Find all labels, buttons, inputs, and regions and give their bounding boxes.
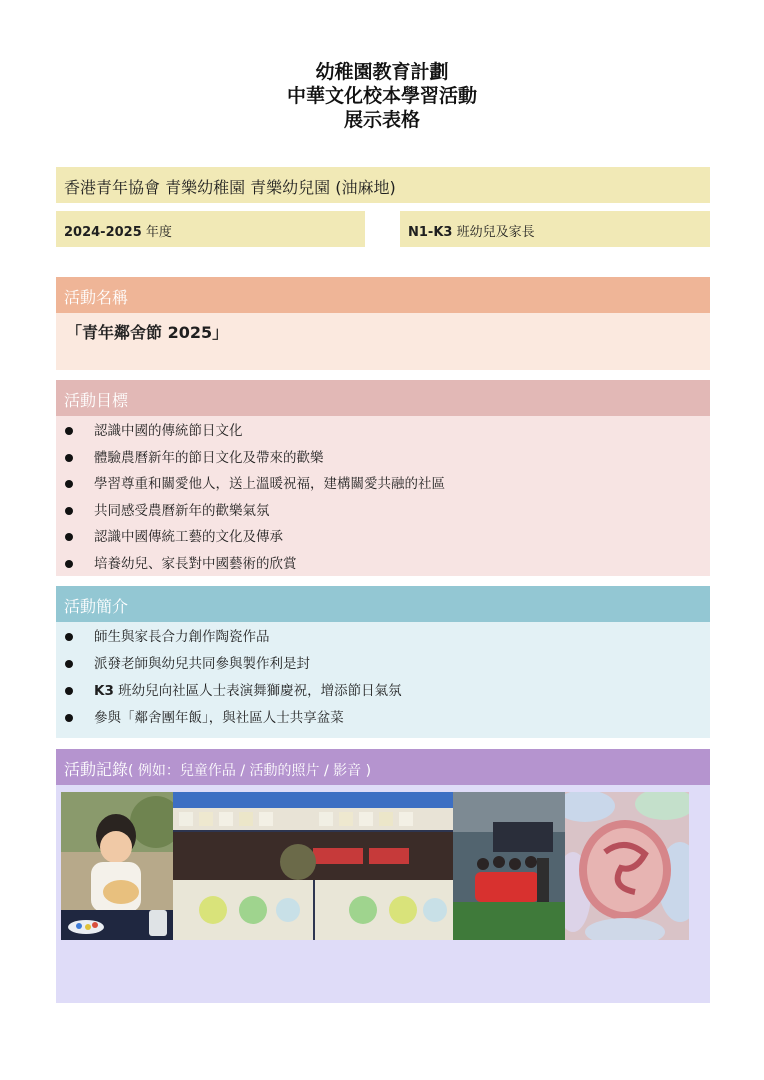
- list-item-text: 認識中國的傳統節日文化: [94, 423, 243, 439]
- document-title: [0, 60, 764, 132]
- list-item: [56, 651, 710, 678]
- participants-field: [400, 211, 710, 247]
- title-line-1: 幼稚園教育計劃: [315, 61, 449, 83]
- list-item-text: 師生與家長合力創作陶瓷作品: [94, 629, 270, 645]
- list-item-text: 培養幼兒、家長對中國藝術的欣賞: [94, 555, 297, 572]
- objectives-body: [56, 416, 710, 576]
- bullet-icon: [65, 714, 73, 722]
- list-item: [56, 471, 710, 498]
- activity-name-value: 「青年鄰舍節 2025」: [56, 313, 710, 370]
- records-heading: [56, 749, 710, 785]
- list-item: [56, 498, 710, 525]
- bullet-icon: [65, 687, 73, 695]
- list-item-text: 派發老師與幼兒共同參與製作利是封: [94, 656, 310, 672]
- list-item: [56, 551, 710, 578]
- introduction-list: [56, 624, 710, 732]
- ceramic-plates-closeup-photo: [565, 792, 689, 940]
- introduction-body: [56, 622, 710, 738]
- list-item-text: 參與「鄰舍團年飯」，與社區人士共享盆菜: [94, 710, 344, 726]
- list-item: [56, 678, 710, 705]
- list-item: [56, 524, 710, 551]
- bullet-icon: [65, 480, 73, 488]
- pottery-exhibition-booth-photo: [173, 792, 453, 940]
- list-item-text: 學習尊重和關愛他人，送上溫暖祝福，建構關愛共融的社區: [94, 476, 445, 492]
- participants-suffix: 班幼兒及家長: [452, 225, 535, 240]
- bullet-icon: [65, 633, 73, 641]
- records-heading-note: ( 例如：兒童作品 / 活動的照片 / 影音 ): [128, 763, 372, 779]
- list-item-text: 認識中國傳統工藝的文化及傳承: [94, 529, 283, 545]
- list-item-text: 共同感受農曆新年的歡樂氣氛: [94, 502, 270, 519]
- title-line-2: 中華文化校本學習活動: [286, 85, 477, 107]
- list-item: [56, 705, 710, 732]
- list-item-class-label: K3: [94, 683, 114, 699]
- bullet-icon: [65, 427, 73, 435]
- list-item-text: 班幼兒向社區人士表演舞獅慶祝，增添節日氣氛: [113, 683, 402, 699]
- records-heading-label: 活動記錄: [64, 760, 129, 779]
- list-item: [56, 445, 710, 472]
- school-year-value: 2024-2025: [64, 225, 142, 240]
- bullet-icon: [65, 660, 73, 668]
- organization-field: 香港青年協會 青樂幼稚園 青樂幼兒園 (油麻地): [56, 167, 710, 203]
- child-painting-pottery-photo: [61, 792, 173, 940]
- group-photo-performance-photo: [453, 792, 565, 940]
- participants-classes: N1-K3: [408, 225, 453, 240]
- school-year-field: [56, 211, 365, 247]
- introduction-heading: 活動簡介: [56, 586, 710, 622]
- list-item: [56, 624, 710, 651]
- list-item-text: 體驗農曆新年的節日文化及帶來的歡樂: [94, 449, 324, 466]
- school-year-suffix: 年度: [141, 225, 172, 240]
- bullet-icon: [65, 454, 73, 462]
- objectives-heading: 活動目標: [56, 380, 710, 416]
- title-line-3: 展示表格: [343, 109, 420, 131]
- bullet-icon: [65, 560, 73, 568]
- bullet-icon: [65, 533, 73, 541]
- objectives-list: [56, 418, 710, 577]
- activity-name-heading: 活動名稱: [56, 277, 710, 313]
- list-item: [56, 418, 710, 445]
- bullet-icon: [65, 507, 73, 515]
